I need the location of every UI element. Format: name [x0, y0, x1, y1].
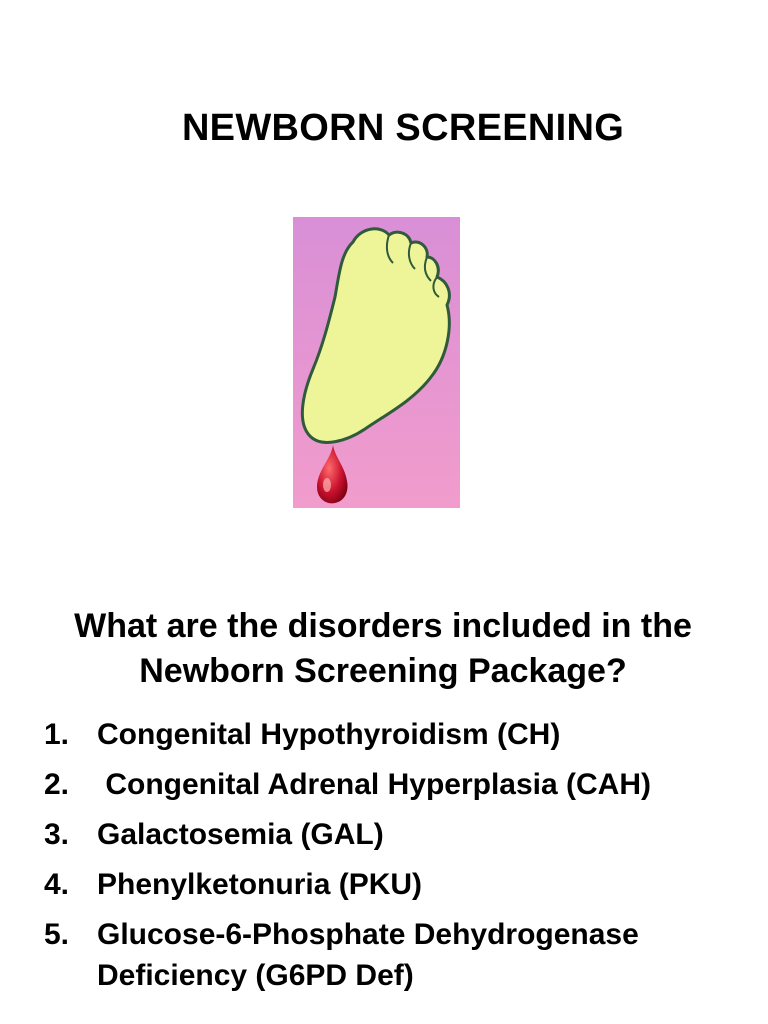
- list-item-label: Phenylketonuria (PKU): [97, 868, 423, 901]
- disorder-list: [0, 714, 768, 1005]
- baby-foot-blood-drop-icon: [293, 217, 460, 508]
- question-heading: What are the disorders included in the Newborn Screening Package?: [74, 607, 692, 690]
- slide-title: NEWBORN SCREENING: [181, 107, 625, 149]
- list-item-label: Glucose-6-Phosphate Dehydrogenase Deficiency (G6PD Def): [97, 918, 639, 992]
- list-item-number: 1.: [44, 718, 70, 751]
- list-item-number: 5.: [44, 918, 70, 951]
- list-item: [0, 864, 768, 905]
- list-item-label: Congenital Hypothyroidism (CH): [97, 718, 561, 751]
- list-item: [0, 814, 768, 855]
- list-item: [0, 714, 768, 755]
- list-item: [0, 914, 768, 996]
- list-item-number: 2.: [44, 768, 70, 801]
- list-item-number: 4.: [44, 868, 70, 901]
- list-item: [0, 764, 768, 805]
- list-item-number: 3.: [44, 818, 70, 851]
- list-item-label: Congenital Adrenal Hyperplasia (CAH): [97, 768, 651, 801]
- list-item-label: Galactosemia (GAL): [97, 818, 384, 851]
